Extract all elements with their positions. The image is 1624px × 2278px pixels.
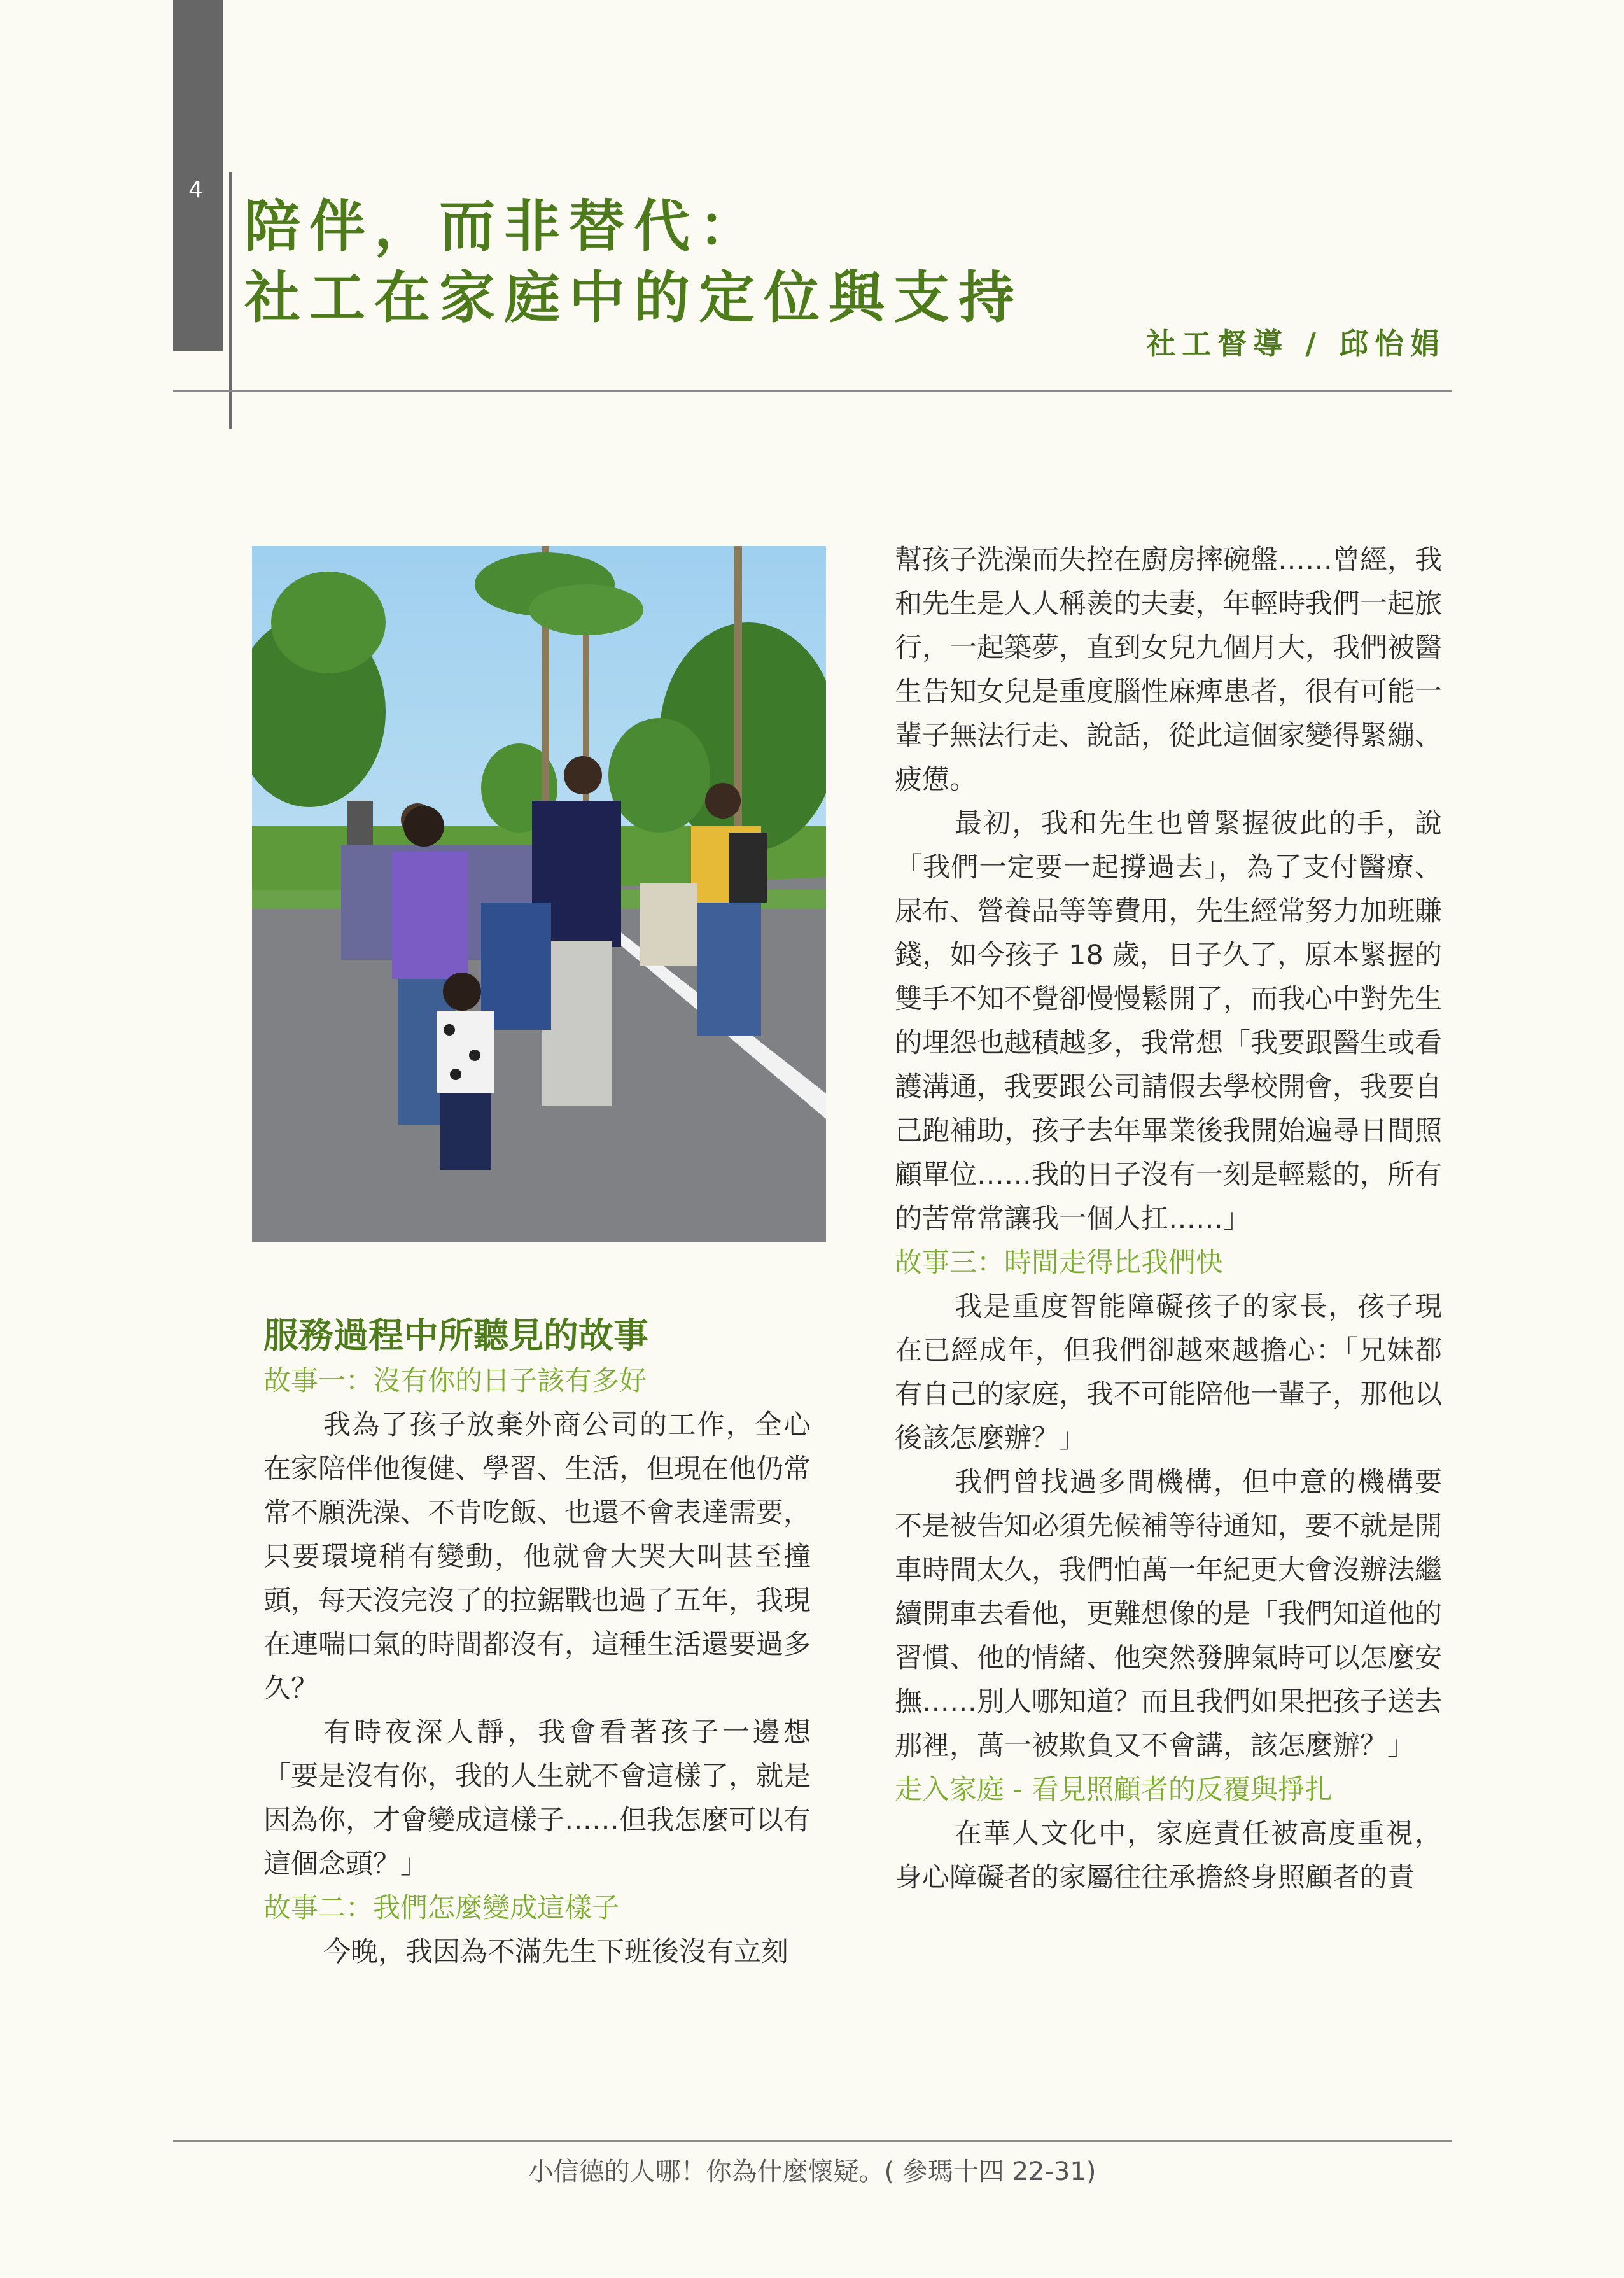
page-number: 4 xyxy=(188,177,203,203)
article-title-line2: 社工在家庭中的定位與支持 xyxy=(244,265,1024,330)
header-rule xyxy=(173,390,1452,392)
story3-paragraph-2: 我們曾找過多間機構，但中意的機構要不是被告知必須先候補等待通知，要不就是開車時間太久，我們怕萬一年紀更大會沒辦法繼續開車去看他，更難想像的是「我們知道他的習慣、他的情緒、他突然發脾氣時可以怎麼安撫……別人哪知道？而且我們如果把孩子送去那裡，萬一被欺負又不會講，該怎麼辦？」 xyxy=(895,1466,1442,1762)
article-title-line1: 陪伴，而非替代： xyxy=(244,193,764,259)
footer-rule xyxy=(173,2140,1452,2142)
story2-paragraph-1-continued: 幫孩子洗澡而失控在廚房摔碗盤……曾經，我和先生是人人稱羨的夫妻，年輕時我們一起旅行，一起築夢，直到女兒九個月大，我們被醫生告知女兒是重度腦性麻痺患者，很有可能一輩子無法行走、說話，從此這個家變得緊繃、疲憊。 xyxy=(895,544,1442,796)
article-title xyxy=(244,191,1390,334)
story2-paragraph-1-start: 今晚，我因為不滿先生下班後沒有立刻 xyxy=(323,1936,788,1968)
right-column xyxy=(895,538,1442,1900)
section2-heading: 走入家庭 - 看見照顧者的反覆與掙扎 xyxy=(895,1774,1333,1806)
page-tab-bar xyxy=(173,0,223,351)
story3-heading: 故事三：時間走得比我們快 xyxy=(895,1247,1223,1279)
section2-paragraph-1-start: 在華人文化中，家庭責任被高度重視，身心障礙者的家屬往往承擔終身照顧者的責 xyxy=(895,1818,1442,1894)
story1-paragraph-2: 有時夜深人靜，我會看著孩子一邊想「要是沒有你，我的人生就不會這樣了，就是因為你，才會變成這樣子……但我怎麼可以有這個念頭？」 xyxy=(263,1717,811,1880)
author-byline: 社工督導 / 邱怡娟 xyxy=(1146,327,1446,361)
story2-heading: 故事二：我們怎麼變成這樣子 xyxy=(263,1892,619,1924)
story3-paragraph-1: 我是重度智能障礙孩子的家長，孩子現在已經成年，但我們卻越來越擔心：「兄妹都有自己的家庭，我不可能陪他一輩子，那他以後該怎麼辦？」 xyxy=(895,1291,1442,1454)
story1-heading: 故事一：沒有你的日子該有多好 xyxy=(263,1365,647,1397)
story2-paragraph-2: 最初，我和先生也曾緊握彼此的手，說「我們一定要一起撐過去」，為了支付醫療、尿布、營養品等等費用，先生經常努力加班賺錢，如今孩子 18 歲，日子久了，原本緊握的雙手不知不覺卻慢慢鬆開了，而我心中對先生的埋怨也越積越多，我常想「我要跟醫生或看護溝通，我要跟公司請假去學校開會，我要自己跑補助，孩子去年畢業後我開始遍尋日間照顧單位……我的日子沒有一刻是輕鬆的，所有的苦常常讓我一個人扛……」 xyxy=(895,808,1442,1235)
story1-paragraph-1: 我為了孩子放棄外商公司的工作，全心在家陪伴他復健、學習、生活，但現在他仍常常不願洗澡、不肯吃飯、也還不會表達需要，只要環境稍有變動，他就會大哭大叫甚至撞頭，每天沒完沒了的拉鋸戰也過了五年，我現在連喘口氣的時間都沒有，這種生活還要過多久？ xyxy=(263,1409,811,1705)
article-photo xyxy=(252,546,826,1242)
footer-scripture-quote: 小信德的人哪！你為什麼懷疑。( 參瑪十四 22-31) xyxy=(528,2157,1096,2186)
section-heading-stories: 服務過程中所聽見的故事 xyxy=(263,1315,649,1356)
left-column xyxy=(263,1311,811,1974)
